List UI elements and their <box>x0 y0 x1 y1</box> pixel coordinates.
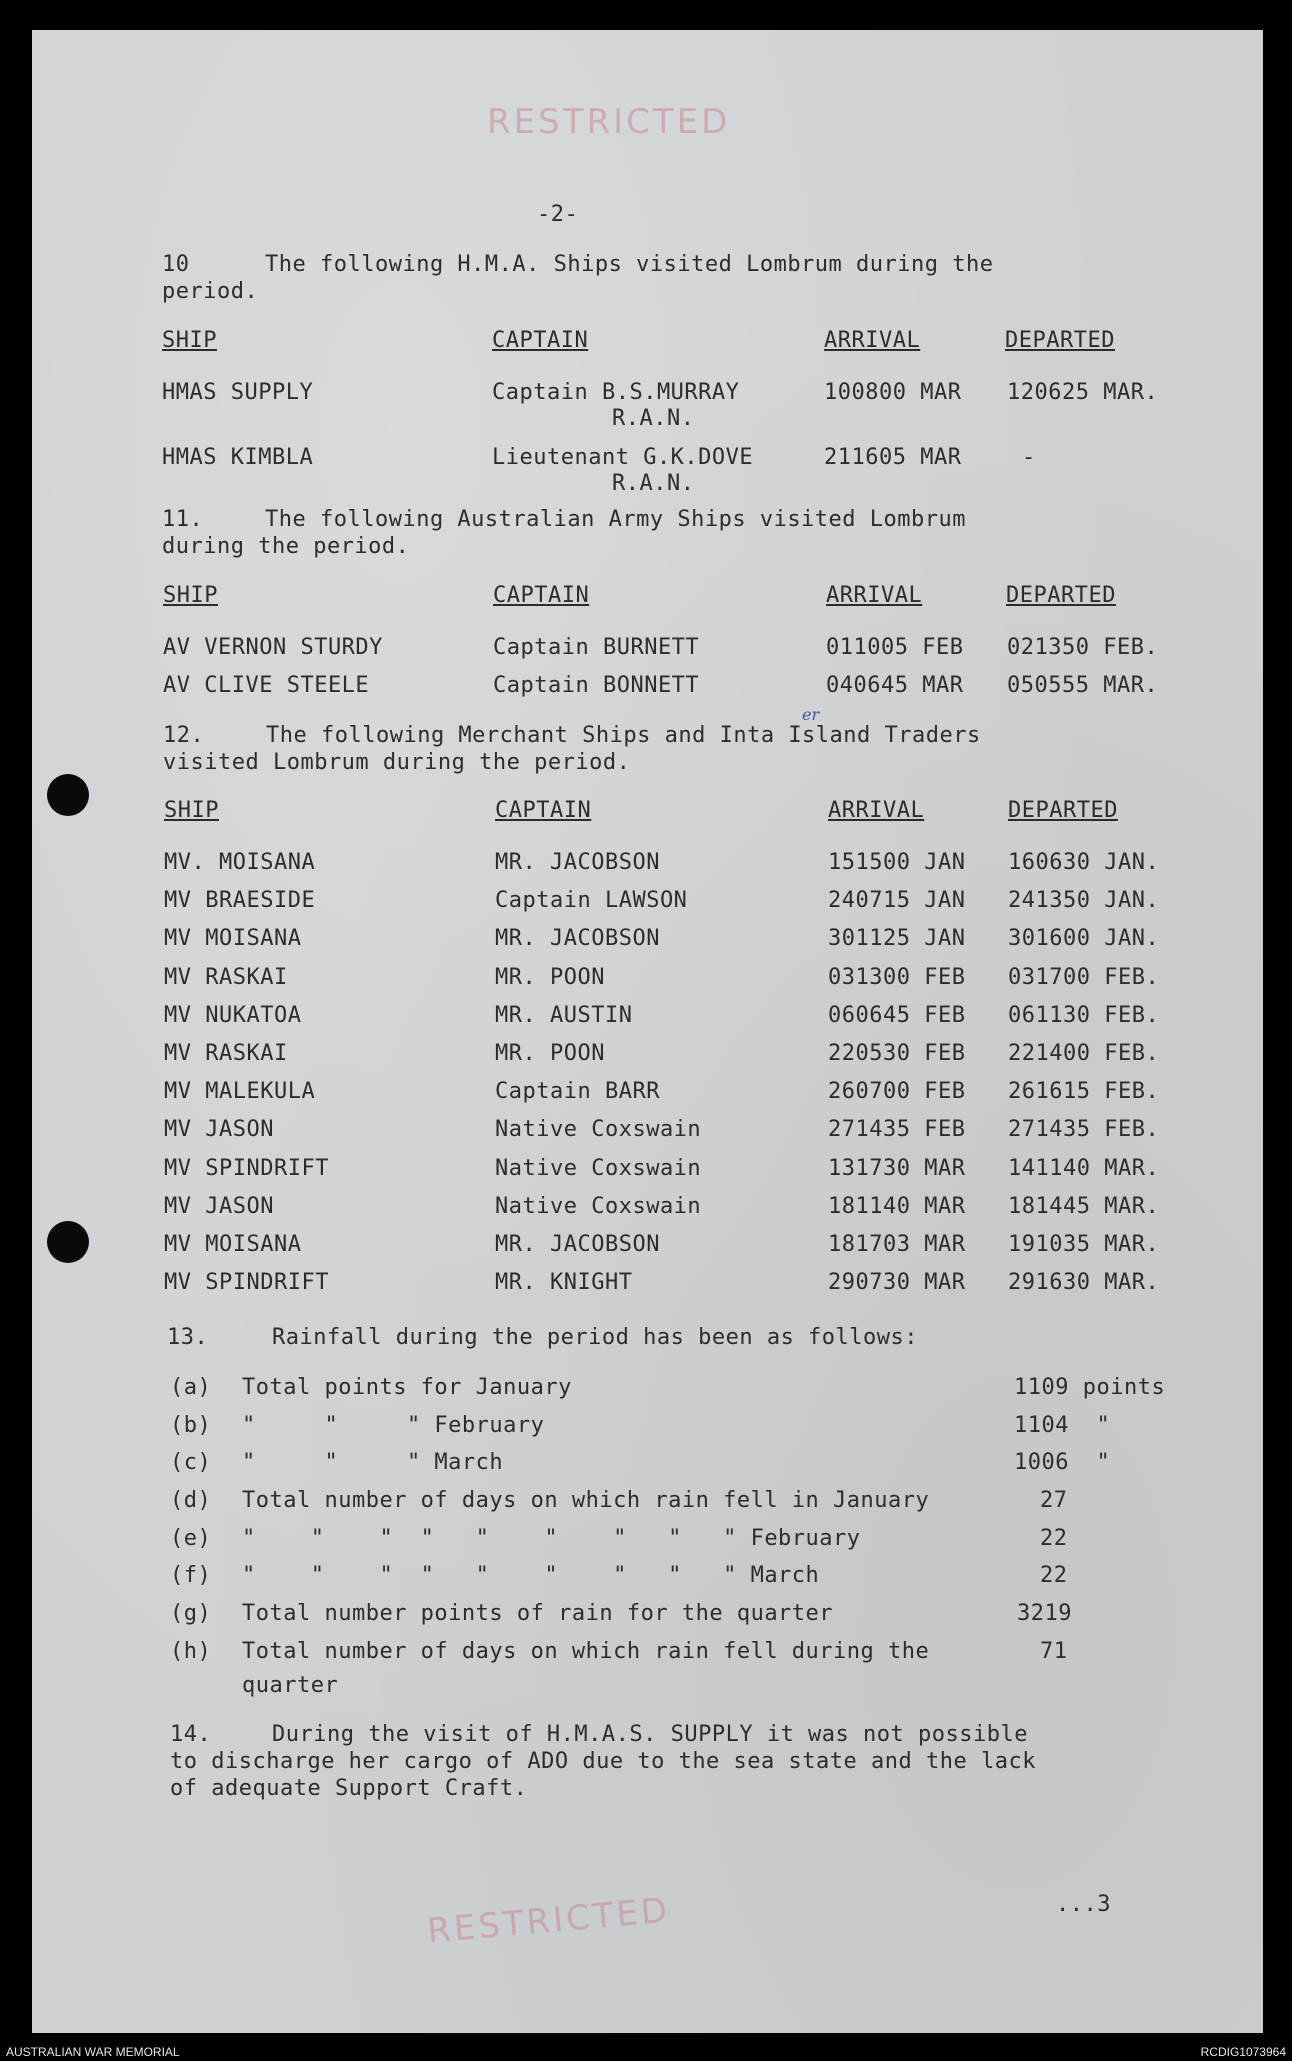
cell-arrival: 040645 MAR <box>826 673 964 698</box>
section-text: Rainfall during the period has been as follows: <box>272 1325 919 1350</box>
cell-departed: 141140 MAR. <box>1008 1155 1160 1181</box>
cell-captain: MR. KNIGHT <box>495 1270 633 1296</box>
cell-arrival: 100800 MAR <box>824 380 962 405</box>
cell-captain: Native Coxswain <box>495 1193 702 1219</box>
rainfall-value: 27 <box>1040 1488 1068 1513</box>
cell-captain-rank: R.A.N. <box>612 406 695 431</box>
column-header-captain: CAPTAIN <box>492 328 589 353</box>
rainfall-value: 3219 <box>1017 1601 1072 1626</box>
rainfall-text: " " " " " " " " " March <box>242 1563 820 1588</box>
rainfall-label: (f) <box>170 1563 212 1588</box>
cell-arrival: 181140 MAR <box>828 1193 966 1219</box>
cell-ship: MV. MOISANA <box>164 850 316 875</box>
rainfall-label: (e) <box>170 1526 212 1551</box>
cell-arrival: 211605 MAR <box>824 445 962 470</box>
cell-arrival: 011005 FEB <box>826 635 964 660</box>
punch-hole-bottom <box>47 1221 89 1263</box>
cell-ship: MV MOISANA <box>164 1232 302 1257</box>
cell-departed: 221400 FEB. <box>1008 1041 1160 1066</box>
column-header-departed: DEPARTED <box>1005 328 1115 353</box>
handwritten-correction: er <box>802 705 820 724</box>
cell-ship: MV JASON <box>164 1193 274 1219</box>
section-text: period. <box>162 279 259 304</box>
cell-departed: - <box>1022 445 1036 470</box>
section-text: The following Australian Army Ships visited Lombrum <box>265 507 967 532</box>
section-text: visited Lombrum during the period. <box>163 750 631 775</box>
cell-captain: Lieutenant G.K.DOVE <box>492 445 754 470</box>
cell-departed: 031700 FEB. <box>1008 964 1160 990</box>
document-page <box>32 30 1263 2033</box>
column-header-arrival: ARRIVAL <box>828 798 925 823</box>
rainfall-text: " " " March <box>242 1450 504 1475</box>
cell-captain: MR. JACOBSON <box>495 850 660 875</box>
cell-departed: 021350 FEB. <box>1007 635 1159 660</box>
cell-arrival: 301125 JAN <box>828 926 966 952</box>
cell-departed: 061130 FEB. <box>1008 1002 1160 1028</box>
footer-left: AUSTRALIAN WAR MEMORIAL <box>6 2045 180 2059</box>
cell-departed: 241350 JAN. <box>1008 888 1160 914</box>
rainfall-text: Total number of days on which rain fell in January <box>242 1488 930 1513</box>
cell-ship: MV JASON <box>164 1117 274 1143</box>
cell-ship: MV MOISANA <box>164 926 302 952</box>
section-text: during the period. <box>162 534 410 559</box>
column-header-ship: SHIP <box>162 328 217 353</box>
cell-captain: Captain LAWSON <box>495 888 688 914</box>
cell-ship: HMAS KIMBLA <box>162 445 314 470</box>
section-number: 12. <box>163 723 205 748</box>
footer-right: RCDIG1073964 <box>1200 2045 1286 2059</box>
column-header-ship: SHIP <box>164 798 219 823</box>
cell-departed: 301600 JAN. <box>1008 926 1160 952</box>
cell-arrival: 181703 MAR <box>828 1232 966 1257</box>
cell-ship: HMAS SUPPLY <box>162 380 314 405</box>
section-number: 13. <box>167 1325 209 1350</box>
column-header-departed: DEPARTED <box>1006 583 1116 608</box>
rainfall-value: 22 <box>1040 1526 1068 1551</box>
restricted-stamp-bottom: RESTRICTED <box>425 1890 672 1952</box>
cell-departed: 191035 MAR. <box>1008 1232 1160 1257</box>
continuation-marker: ...3 <box>1056 1892 1111 1917</box>
restricted-stamp-top: RESTRICTED <box>487 102 731 142</box>
rainfall-label: (a) <box>170 1375 212 1400</box>
cell-arrival: 260700 FEB <box>828 1079 966 1105</box>
cell-ship: MV BRAESIDE <box>164 888 316 914</box>
page-number: -2- <box>537 202 579 227</box>
column-header-captain: CAPTAIN <box>495 798 592 823</box>
rainfall-label: (c) <box>170 1450 212 1475</box>
cell-ship: MV RASKAI <box>164 1041 288 1066</box>
cell-departed: 271435 FEB. <box>1008 1117 1160 1143</box>
rainfall-text: Total number of days on which rain fell during the <box>242 1639 930 1664</box>
rainfall-value: 71 <box>1040 1639 1068 1664</box>
column-header-departed: DEPARTED <box>1008 798 1118 823</box>
cell-captain: Captain B.S.MURRAY <box>492 380 740 405</box>
cell-captain: MR. AUSTIN <box>495 1002 633 1028</box>
cell-captain-rank: R.A.N. <box>612 471 695 496</box>
rainfall-label: (b) <box>170 1413 212 1438</box>
rainfall-text: Total number points of rain for the quarter <box>242 1601 834 1626</box>
rainfall-text: " " " " " " " " " February <box>242 1526 861 1551</box>
cell-arrival: 240715 JAN <box>828 888 966 914</box>
cell-arrival: 131730 MAR <box>828 1155 966 1181</box>
cell-captain: Captain BONNETT <box>493 673 700 698</box>
section-text: of adequate Support Craft. <box>170 1776 528 1801</box>
section-number: 10 <box>162 252 190 277</box>
section-number: 14. <box>170 1722 212 1747</box>
cell-departed: 181445 MAR. <box>1008 1193 1160 1219</box>
cell-ship: MV MALEKULA <box>164 1079 316 1105</box>
section-number: 11. <box>162 507 204 532</box>
cell-ship: MV RASKAI <box>164 964 288 990</box>
column-header-captain: CAPTAIN <box>493 583 590 608</box>
punch-hole-top <box>47 774 89 816</box>
cell-departed: 160630 JAN. <box>1008 850 1160 875</box>
rainfall-value: 22 <box>1040 1563 1068 1588</box>
cell-departed: 120625 MAR. <box>1007 380 1159 405</box>
cell-ship: AV VERNON STURDY <box>163 635 383 660</box>
rainfall-label: (h) <box>170 1639 212 1664</box>
cell-arrival: 290730 MAR <box>828 1270 966 1296</box>
cell-ship: MV SPINDRIFT <box>164 1270 329 1296</box>
cell-departed: 291630 MAR. <box>1008 1270 1160 1296</box>
cell-captain: MR. POON <box>495 964 605 990</box>
cell-captain: MR. POON <box>495 1041 605 1066</box>
cell-captain: Captain BARR <box>495 1079 660 1105</box>
column-header-arrival: ARRIVAL <box>826 583 923 608</box>
cell-captain: MR. JACOBSON <box>495 1232 660 1257</box>
cell-captain: Native Coxswain <box>495 1117 702 1143</box>
column-header-ship: SHIP <box>163 583 218 608</box>
section-text: to discharge her cargo of ADO due to the sea state and the lack <box>170 1749 1036 1774</box>
rainfall-value: 1109 points <box>1014 1375 1166 1400</box>
cell-ship: MV NUKATOA <box>164 1002 302 1028</box>
cell-captain: MR. JACOBSON <box>495 926 660 952</box>
cell-captain: Captain BURNETT <box>493 635 700 660</box>
rainfall-label: (g) <box>170 1601 212 1626</box>
cell-ship: AV CLIVE STEELE <box>163 673 370 698</box>
rainfall-text-continued: quarter <box>242 1673 339 1698</box>
rainfall-label: (d) <box>170 1488 212 1513</box>
section-text: The following H.M.A. Ships visited Lombrum during the <box>265 252 994 277</box>
rainfall-value: 1104 " <box>1014 1413 1111 1438</box>
section-text: During the visit of H.M.A.S. SUPPLY it was not possible <box>272 1722 1028 1747</box>
column-header-arrival: ARRIVAL <box>824 328 921 353</box>
cell-departed: 261615 FEB. <box>1008 1079 1160 1105</box>
cell-arrival: 151500 JAN <box>828 850 966 875</box>
cell-arrival: 220530 FEB <box>828 1041 966 1066</box>
cell-departed: 050555 MAR. <box>1007 673 1159 698</box>
cell-arrival: 271435 FEB <box>828 1117 966 1143</box>
cell-captain: Native Coxswain <box>495 1155 702 1181</box>
cell-arrival: 060645 FEB <box>828 1002 966 1028</box>
cell-arrival: 031300 FEB <box>828 964 966 990</box>
cell-ship: MV SPINDRIFT <box>164 1155 329 1181</box>
rainfall-text: Total points for January <box>242 1375 572 1400</box>
rainfall-text: " " " February <box>242 1413 545 1438</box>
section-text: The following Merchant Ships and Inta Island Traders <box>266 723 981 748</box>
rainfall-value: 1006 " <box>1014 1450 1111 1475</box>
